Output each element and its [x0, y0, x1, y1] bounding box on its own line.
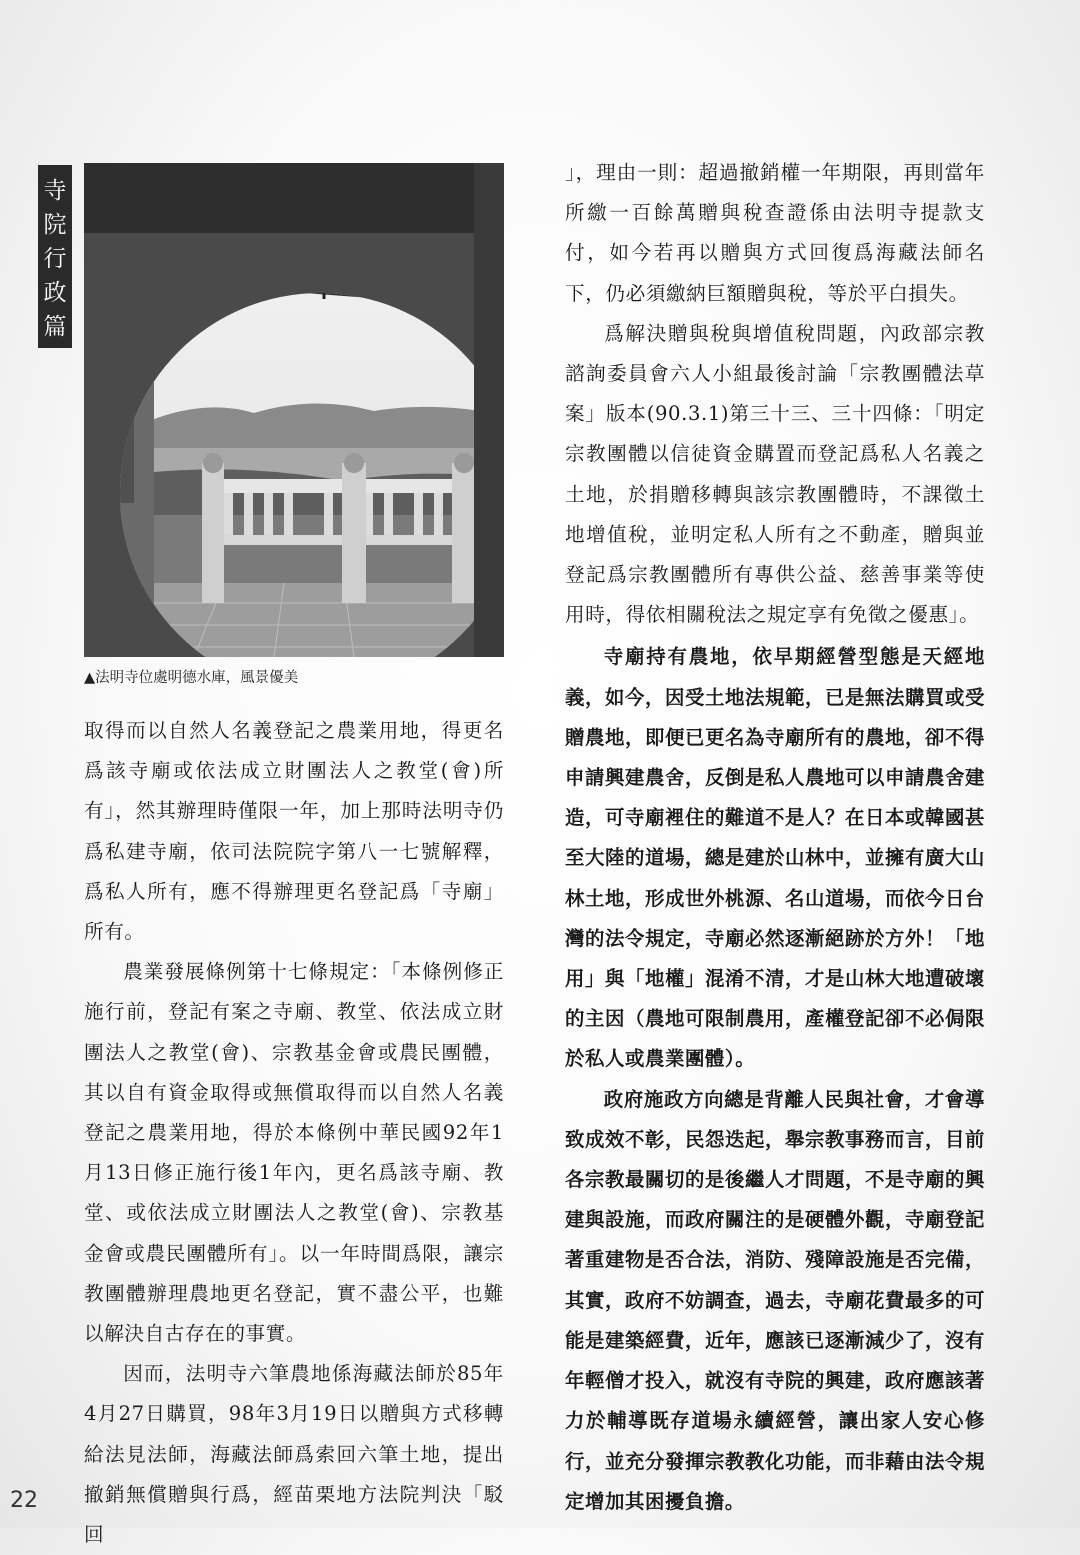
emphasis-section — [565, 637, 985, 1521]
section-tab-char: 行 — [43, 245, 67, 272]
photo-caption: ▲法明寺位處明德水庫，風景優美 — [84, 670, 299, 686]
page-number: 22 — [10, 1488, 38, 1513]
section-tab-char: 院 — [43, 211, 67, 238]
section-tab-char: 政 — [43, 280, 67, 307]
section-tab-char: 篇 — [43, 314, 67, 341]
temple-photo — [84, 163, 504, 657]
body-paragraph: 因而，法明寺六筆農地係海藏法師於85年4月27日購買，98年3月19日以贈與方式移轉給法見法師，海藏法師爲索回六筆土地，提出撤銷無償贈與行爲，經苗栗地方法院判決「駁回 — [84, 1362, 504, 1547]
right-column — [565, 153, 985, 1522]
body-paragraph: 取得而以自然人名義登記之農業用地，得更名爲該寺廟或依法成立財團法人之教堂(會)所有」，然其辦理時僅限一年，加上那時法明寺仍爲私建寺廟，依司法院院字第八一七號解釋，爲私人所有，應不得辦理更名登記爲「寺廟」所有。 — [84, 719, 504, 944]
bold-paragraph: 寺廟持有農地，依早期經營型態是天經地義，如今，因受土地法規範，已是無法購買或受贈農地，即便已更名為寺廟所有的農地，卻不得申請興建農舍，反倒是私人農地可以申請農舍建造，可寺廟裡住的難道不是人？在日本或韓國甚至大陸的道場，總是建於山林中，並擁有廣大山林土地，形成世外桃源、名山道場，而依今日台灣的法令規定，寺廟必然逐漸絕跡於方外！「地用」與「地權」混淆不清，才是山林大地遭破壞的主因（農地可限制農用，產權登記卻不必侷限於私人或農業團體）。 — [565, 645, 985, 1071]
body-paragraph: 爲解決贈與稅與增值稅問題，內政部宗教諮詢委員會六人小組最後討論「宗教團體法草案」版本(90.3.1)第三十三、三十四條：「明定宗教團體以信徒資金購置而登記爲私人名義之土地，於捐贈移轉與該宗教團體時，不課徵土地增值稅，並明定私人所有之不動產，贈與並登記爲宗教團體所有專供公益、慈善事業等使用時，得依相關稅法之規定享有免徵之優惠」。 — [565, 321, 985, 627]
bold-paragraph: 政府施政方向總是背離人民與社會，才會導致成效不彰，民怨迭起，舉宗教事務而言，目前各宗教最關切的是後繼人才問題，不是寺廟的興建與設施，而政府關注的是硬體外觀，寺廟登記著重建物是否合法，消防、殘障設施是否完備，其實，政府不妨調查，過去，寺廟花費最多的可能是建築經費，近年，應該已逐漸減少了，沒有年輕僧才投入，就沒有寺院的興建，政府應該著力於輔導既存道場永續經營，讓出家人安心修行，並充分發揮宗教教化功能，而非藉由法令規定增加其困擾負擔。 — [565, 1087, 985, 1513]
section-tab — [38, 165, 72, 348]
left-column — [84, 711, 504, 1555]
body-paragraph: 農業發展條例第十七條規定：「本條例修正施行前，登記有案之寺廟、教堂、依法成立財團法人之教堂(會)、宗教基金會或農民團體，其以自有資金取得或無償取得而以自然人名義登記之農業用地，得於本條例中華民國92年1月13日修正施行後1年內，更名爲該寺廟、教堂、或依法成立財團法人之教堂(會)、宗教基金會或農民團體所有」。以一年時間爲限，讓宗教團體辦理農地更名登記，實不盡公平，也難以解決自古存在的事實。 — [84, 960, 504, 1346]
section-tab-char: 寺 — [43, 177, 67, 204]
body-paragraph: 」，理由一則：超過撤銷權一年期限，再則當年所繳一百餘萬贈與稅查證係由法明寺提款支付，如今若再以贈與方式回復爲海藏法師名下，仍必須繳納巨額贈與稅，等於平白損失。 — [565, 161, 985, 305]
